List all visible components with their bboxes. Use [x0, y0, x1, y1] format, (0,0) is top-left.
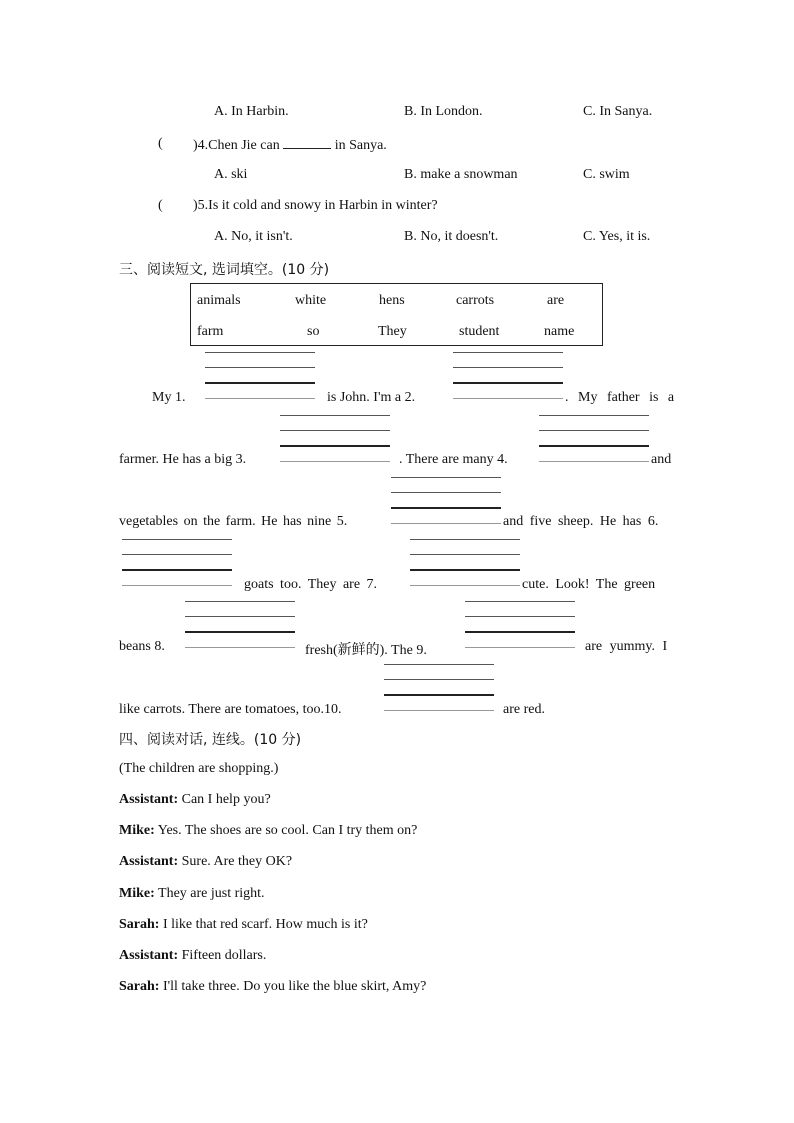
dialogue-line — [119, 948, 266, 964]
passage-text: and five sheep. He has 6. — [503, 514, 659, 529]
word-bank-item: are — [547, 293, 565, 308]
q4-paren-close: ) — [193, 138, 198, 153]
word-bank-item: carrots — [456, 293, 495, 308]
dialogue-text: Sure. Are they OK? — [181, 854, 293, 869]
dialogue-line — [119, 823, 417, 839]
blank-8[interactable] — [185, 601, 295, 641]
dialogue-line — [119, 854, 292, 870]
q5-text: 5.Is it cold and snowy in Harbin in winter? — [197, 198, 438, 213]
q4-text-before: 4.Chen Jie can — [197, 138, 280, 153]
q4-option-c: C. swim — [583, 167, 630, 182]
q5-option-a: A. No, it isn't. — [214, 229, 293, 244]
q5-paren-open: ( — [158, 198, 163, 213]
q4-option-a: A. ski — [214, 167, 248, 182]
word-bank-item: farm — [197, 324, 224, 339]
dialogue-intro: (The children are shopping.) — [119, 761, 279, 776]
word-bank-item: name — [544, 324, 575, 339]
q4-text-after: in Sanya. — [334, 138, 387, 153]
speaker-name: Sarah: — [119, 979, 160, 994]
blank-10[interactable] — [384, 664, 494, 704]
speaker-name: Sarah: — [119, 917, 160, 932]
q3-option-b: B. In London. — [404, 104, 483, 119]
passage-text: and — [651, 452, 672, 467]
q3-option-a: A. In Harbin. — [214, 104, 289, 119]
dialogue-text: Fifteen dollars. — [181, 948, 267, 963]
q5-paren-close: ) — [193, 198, 198, 213]
speaker-name: Assistant: — [119, 854, 179, 869]
q4-question — [193, 136, 387, 154]
blank-3[interactable] — [280, 415, 390, 455]
passage-text: like carrots. There are tomatoes, too.10. — [119, 702, 342, 717]
blank-9[interactable] — [465, 601, 575, 641]
blank-6[interactable] — [122, 539, 232, 579]
word-bank-item: animals — [197, 293, 241, 308]
word-bank-item: They — [378, 324, 407, 339]
q5-option-b: B. No, it doesn't. — [404, 229, 499, 244]
section4-heading: 四、阅读对话, 连线。(10 分) — [119, 732, 302, 748]
word-bank-box — [190, 283, 603, 346]
word-bank-item: student — [459, 324, 500, 339]
passage-text: are red. — [503, 702, 545, 717]
passage-text: goats too. They are 7. — [244, 577, 378, 592]
blank-5[interactable] — [391, 477, 501, 517]
dialogue-line — [119, 886, 265, 902]
blank-2[interactable] — [453, 352, 563, 392]
dialogue-line — [119, 979, 426, 995]
dialogue-line — [119, 917, 368, 933]
passage-text: are yummy. I — [585, 639, 668, 654]
blank-7[interactable] — [410, 539, 520, 579]
q4-option-b: B. make a snowman — [404, 167, 518, 182]
passage-text: farmer. He has a big 3. — [119, 452, 247, 467]
q5-option-c: C. Yes, it is. — [583, 229, 651, 244]
q4-paren-open: ( — [158, 136, 163, 151]
blank-4[interactable] — [539, 415, 649, 455]
passage-text: beans 8. — [119, 639, 165, 654]
dialogue-text: I like that red scarf. How much is it? — [162, 917, 368, 932]
speaker-name: Assistant: — [119, 948, 179, 963]
passage-text: vegetables on the farm. He has nine 5. — [119, 514, 348, 529]
word-bank-item: so — [307, 324, 320, 339]
speaker-name: Mike: — [119, 886, 155, 901]
speaker-name: Assistant: — [119, 792, 179, 807]
passage-text: is John. I'm a 2. — [327, 390, 416, 405]
q4-blank[interactable] — [283, 136, 331, 149]
passage-text: fresh(新鲜的). The 9. — [305, 643, 427, 658]
dialogue-text: Can I help you? — [181, 792, 271, 807]
speaker-name: Mike: — [119, 823, 155, 838]
passage-text: . My father is a — [565, 390, 675, 405]
passage-text: . There are many 4. — [399, 452, 508, 467]
word-bank-item: hens — [379, 293, 405, 308]
dialogue-line — [119, 792, 271, 808]
section3-heading: 三、阅读短文, 选词填空。(10 分) — [119, 262, 330, 278]
dialogue-text: I'll take three. Do you like the blue skirt, Amy? — [162, 979, 427, 994]
blank-1[interactable] — [205, 352, 315, 392]
passage-text: cute. Look! The green — [522, 577, 656, 592]
passage-text: My 1. — [152, 390, 186, 405]
dialogue-text: They are just right. — [158, 886, 265, 901]
dialogue-text: Yes. The shoes are so cool. Can I try them on? — [157, 823, 418, 838]
word-bank-item: white — [295, 293, 327, 308]
q3-option-c: C. In Sanya. — [583, 104, 653, 119]
q5-question — [193, 198, 438, 214]
